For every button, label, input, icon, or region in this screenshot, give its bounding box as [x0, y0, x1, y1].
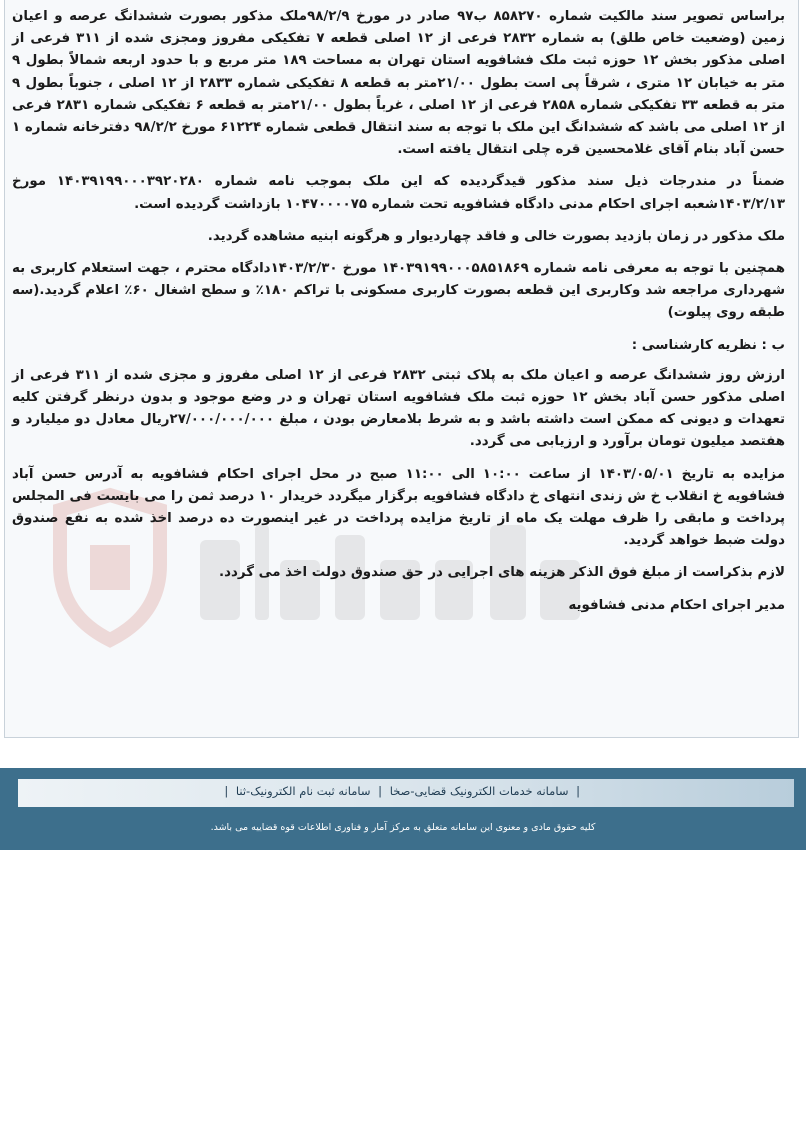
expert-opinion-heading: ب : نظریه کارشناسی :	[631, 337, 785, 353]
footer-link-sana[interactable]: سامانه ثبت نام الکترونیک-ثنا	[235, 784, 371, 798]
signature-line: مدیر اجرای احکام مدنی فشافویه	[568, 597, 785, 613]
separator: |	[576, 784, 580, 798]
copyright-text: کلیه حقوق مادی و معنوی این سامانه متعلق به مرکز آمار و فناوری اطلاعات قوه قضاییه می باشد.	[210, 822, 596, 833]
property-description: براساس تصویر سند مالکیت شماره ۸۵۸۲۷۰ ب۹۷ صادر در مورخ ۹۸/۲/۹ملک مذکور بصورت ششدانگ عرصه و اعیان زمین (وضعیت خاص طلق) به شماره ۲۸۳۲ فرعی از ۱۲ اصلی قطعه ۷ تفکیکی مفروز ومجزی شده از ۳۱۱ فرعی از اصلی مذکور بخش ۱۲ حوزه ثبت ملک فشافویه استان تهران به مساحت ۱۸۹ متر مربع و با حدود اربعه شمالاً بطول ۹ متر به خیابان ۱۲ متری ، شرقاً پی است بطول ۲۱/۰۰متر به قطعه ۸ تفکیکی شماره ۲۸۳۳ از ۱۲ اصلی ، جنوباً بطول ۹ متر به قطعه ۳۳ تفکیکی شماره ۲۸۵۸ فرعی از ۱۲ اصلی ، غرباً بطول ۲۱/۰۰متر به قطعه ۶ تفکیکی شماره ۲۸۳۱ فرعی از ۱۲ اصلی می باشد که ششدانگ این ملک با توجه به سند انتقال قطعی شماره ۶۱۲۲۴ مورخ ۹۸/۲/۲ دفترخانه شماره ۱ حسن آباد بنام آقای غلامحسین قره چلی انتقال یافته است.	[12, 9, 786, 158]
inspection-note: ملک مذکور در زمان بازدید بصورت خالی و فاقد چهاردیوار و هرگونه ابنیه مشاهده گردید.	[207, 228, 785, 244]
valuation-text: ارزش روز ششدانگ عرصه و اعیان ملک به پلاک ثبتی ۲۸۳۲ فرعی از ۱۲ اصلی مفروز و مجزی شده از ۳۱۱ فرعی از اصلی مذکور حسن آباد بخش ۱۲ حوزه ثبت ملک فشافویه استان تهران و در وضع موجود و بدون درنظر گرفتن کلیه تعهدات و دیونی که ممکن است داشته باشد و به شرط بلامعارض بودن ، مبلغ ۲۷/۰۰۰/۰۰۰/۰۰۰ریال معادل دو میلیارد و هفتصد میلیون تومان برآورد و ارزیابی می گردد.	[12, 367, 785, 450]
costs-note: لازم بذکراست از مبلغ فوق الذکر هزینه های اجرایی در حق صندوق دولت اخذ می گردد.	[219, 565, 785, 581]
auction-schedule-text: مزایده به تاریخ ۱۴۰۳/۰۵/۰۱ از ساعت ۱۰:۰۰ الی ۱۱:۰۰ صبح در محل اجرای احکام فشافویه به آدرس حسن آباد فشافویه خ انقلاب خ ش زندی انتهای خ دادگاه فشافویه برگزار میگردد خریدار ۱۰ درصد ثمن را می بایست فی المجلس پرداخت و مابقی را ظرف مهلت یک ماه از تاریخ مزایده پرداخت در غیر اینصورت ده درصد اخذ شده به نفع صندوق دولت ضبط خواهد گردید.	[12, 466, 785, 549]
separator: |	[378, 784, 383, 798]
footer-links	[222, 784, 582, 798]
seizure-note: ضمناً در مندرجات ذیل سند مذکور قیدگردیده که این ملک بموجب نامه شماره ۱۴۰۳۹۱۹۹۰۰۰۳۹۲۰۲۸۰ مورخ ۱۴۰۳/۲/۱۳شعبه اجرای احکام مدنی دادگاه فشافویه تحت شماره ۱۰۴۷۰۰۰۰۷۵ بازداشت گردیده است.	[12, 174, 785, 212]
zoning-note: همچنین با توجه به معرفی نامه شماره ۱۴۰۳۹۱۹۹۰۰۰۵۸۵۱۸۶۹ مورخ ۱۴۰۳/۲/۳۰دادگاه محترم ، جهت استعلام کاربری به شهرداری مراجعه شد وکاربری این قطعه بصورت کاربری مسکونی با تراکم ۱۸۰٪ و سطح اشغال ۶۰٪ اعلام گردید.(سه طبقه روی پیلوت)	[12, 261, 785, 321]
footer-link-sakha[interactable]: سامانه خدمات الکترونیک قضایی-صخا	[389, 784, 569, 798]
footer-links-strip	[18, 779, 794, 807]
separator: |	[224, 784, 229, 798]
auction-notice-text	[12, 6, 785, 627]
